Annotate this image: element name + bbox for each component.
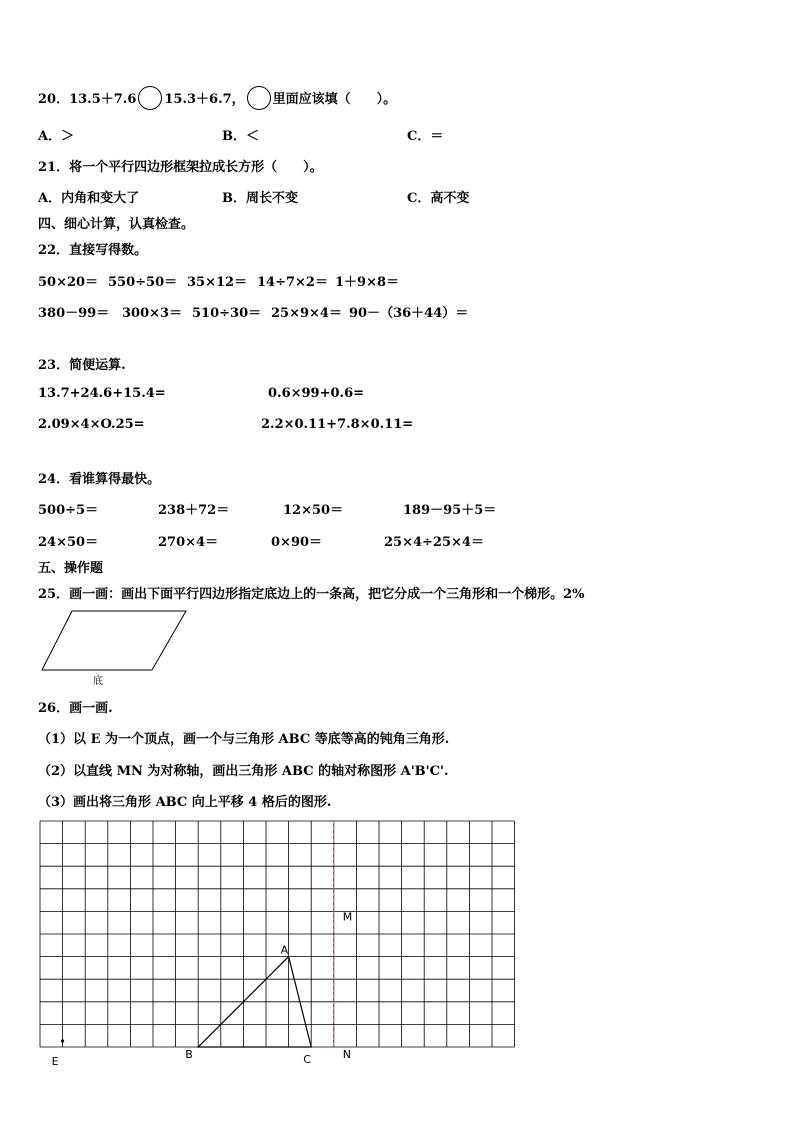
q26-sub-3: （3）画出将三角形 ABC 向上平移 4 格后的图形. (38, 795, 332, 810)
q22-item: 380－99＝ (38, 306, 110, 321)
q26-sub-2: （2）以直线 MN 为对称轴，画出三角形 ABC 的轴对称图形 A'B'C'. (38, 764, 449, 779)
q20-option-b[interactable]: B．＜ (222, 129, 259, 144)
q24-item: 24×50＝ (38, 535, 99, 550)
q24-item: 500÷5＝ (38, 503, 99, 518)
q22-item: 550÷50＝ (108, 275, 178, 290)
q21-option-c[interactable]: C．高不变 (407, 191, 470, 206)
q20-right: 里面应该填（ ）。 (272, 92, 397, 107)
section-4-heading: 四、细心计算，认真检查。 (38, 217, 195, 232)
q24-item: 25×4÷25×4＝ (384, 535, 484, 550)
q24-item: 189－95＋5＝ (403, 503, 497, 518)
q22-item: 90－（36＋44）＝ (349, 306, 469, 321)
q21-stem: 21．将一个平行四边形框架拉成长方形（ ）。 (38, 160, 323, 175)
q22-item: 510÷30＝ (192, 306, 262, 321)
answer-circle-1[interactable] (138, 86, 162, 110)
q24-item: 0×90＝ (271, 535, 323, 550)
q23-item: 13.7+24.6+15.4= (38, 386, 166, 401)
q22-item: 50×20＝ (38, 275, 99, 290)
label-c: C (303, 1053, 311, 1066)
base-label: 底 (93, 676, 103, 687)
q21-option-b[interactable]: B．周长不变 (222, 191, 298, 206)
q23-item: 2.2×0.11+7.8×0.11= (261, 417, 414, 432)
q21-option-a[interactable]: A．内角和变大了 (38, 191, 140, 206)
q24-item: 270×4＝ (158, 535, 219, 550)
grid-lines (40, 821, 515, 1047)
q22-item: 300×3＝ (122, 306, 183, 321)
q24-stem: 24．看谁算得最快。 (38, 472, 161, 487)
label-a: A (280, 943, 289, 957)
point-e-dot (61, 1039, 64, 1042)
label-b: B (185, 1048, 193, 1061)
q20-option-a[interactable]: A．＞ (38, 129, 75, 144)
q22-stem: 22．直接写得数。 (38, 243, 148, 258)
q24-item: 238＋72＝ (158, 503, 230, 518)
q23-item: 0.6×99+0.6= (268, 386, 365, 401)
q23-item: 2.09×4×O.25= (38, 417, 145, 432)
section-5-heading: 五、操作题 (38, 561, 104, 576)
q24-item: 12×50＝ (283, 503, 344, 518)
q26-stem: 26．画一画. (38, 701, 113, 716)
label-n: N (342, 1048, 352, 1061)
q22-item: 14÷7×2＝ (257, 275, 328, 290)
q20-middle: 15.3＋6.7， (164, 92, 245, 107)
q20-left: 20．13.5＋7.6 (38, 92, 137, 107)
q22-item: 25×9×4＝ (271, 306, 342, 321)
grid-figure[interactable] (30, 815, 530, 1068)
q22-item: 35×12＝ (187, 275, 248, 290)
q22-item: 1＋9×8＝ (335, 275, 400, 290)
q26-sub-1: （1）以 E 为一个顶点，画一个与三角形 ABC 等底等高的钝角三角形. (38, 732, 450, 747)
answer-circle-2[interactable] (247, 86, 271, 110)
q23-stem: 23．简便运算. (38, 358, 126, 373)
label-m: M (342, 910, 353, 924)
parallelogram-figure (38, 608, 190, 686)
q20-option-c[interactable]: C．＝ (407, 129, 444, 144)
q25-stem: 25．画一画：画出下面平行四边形指定底边上的一条高，把它分成一个三角形和一个梯形。2% (38, 587, 585, 602)
q20-line (38, 88, 396, 110)
label-e: E (51, 1055, 59, 1068)
